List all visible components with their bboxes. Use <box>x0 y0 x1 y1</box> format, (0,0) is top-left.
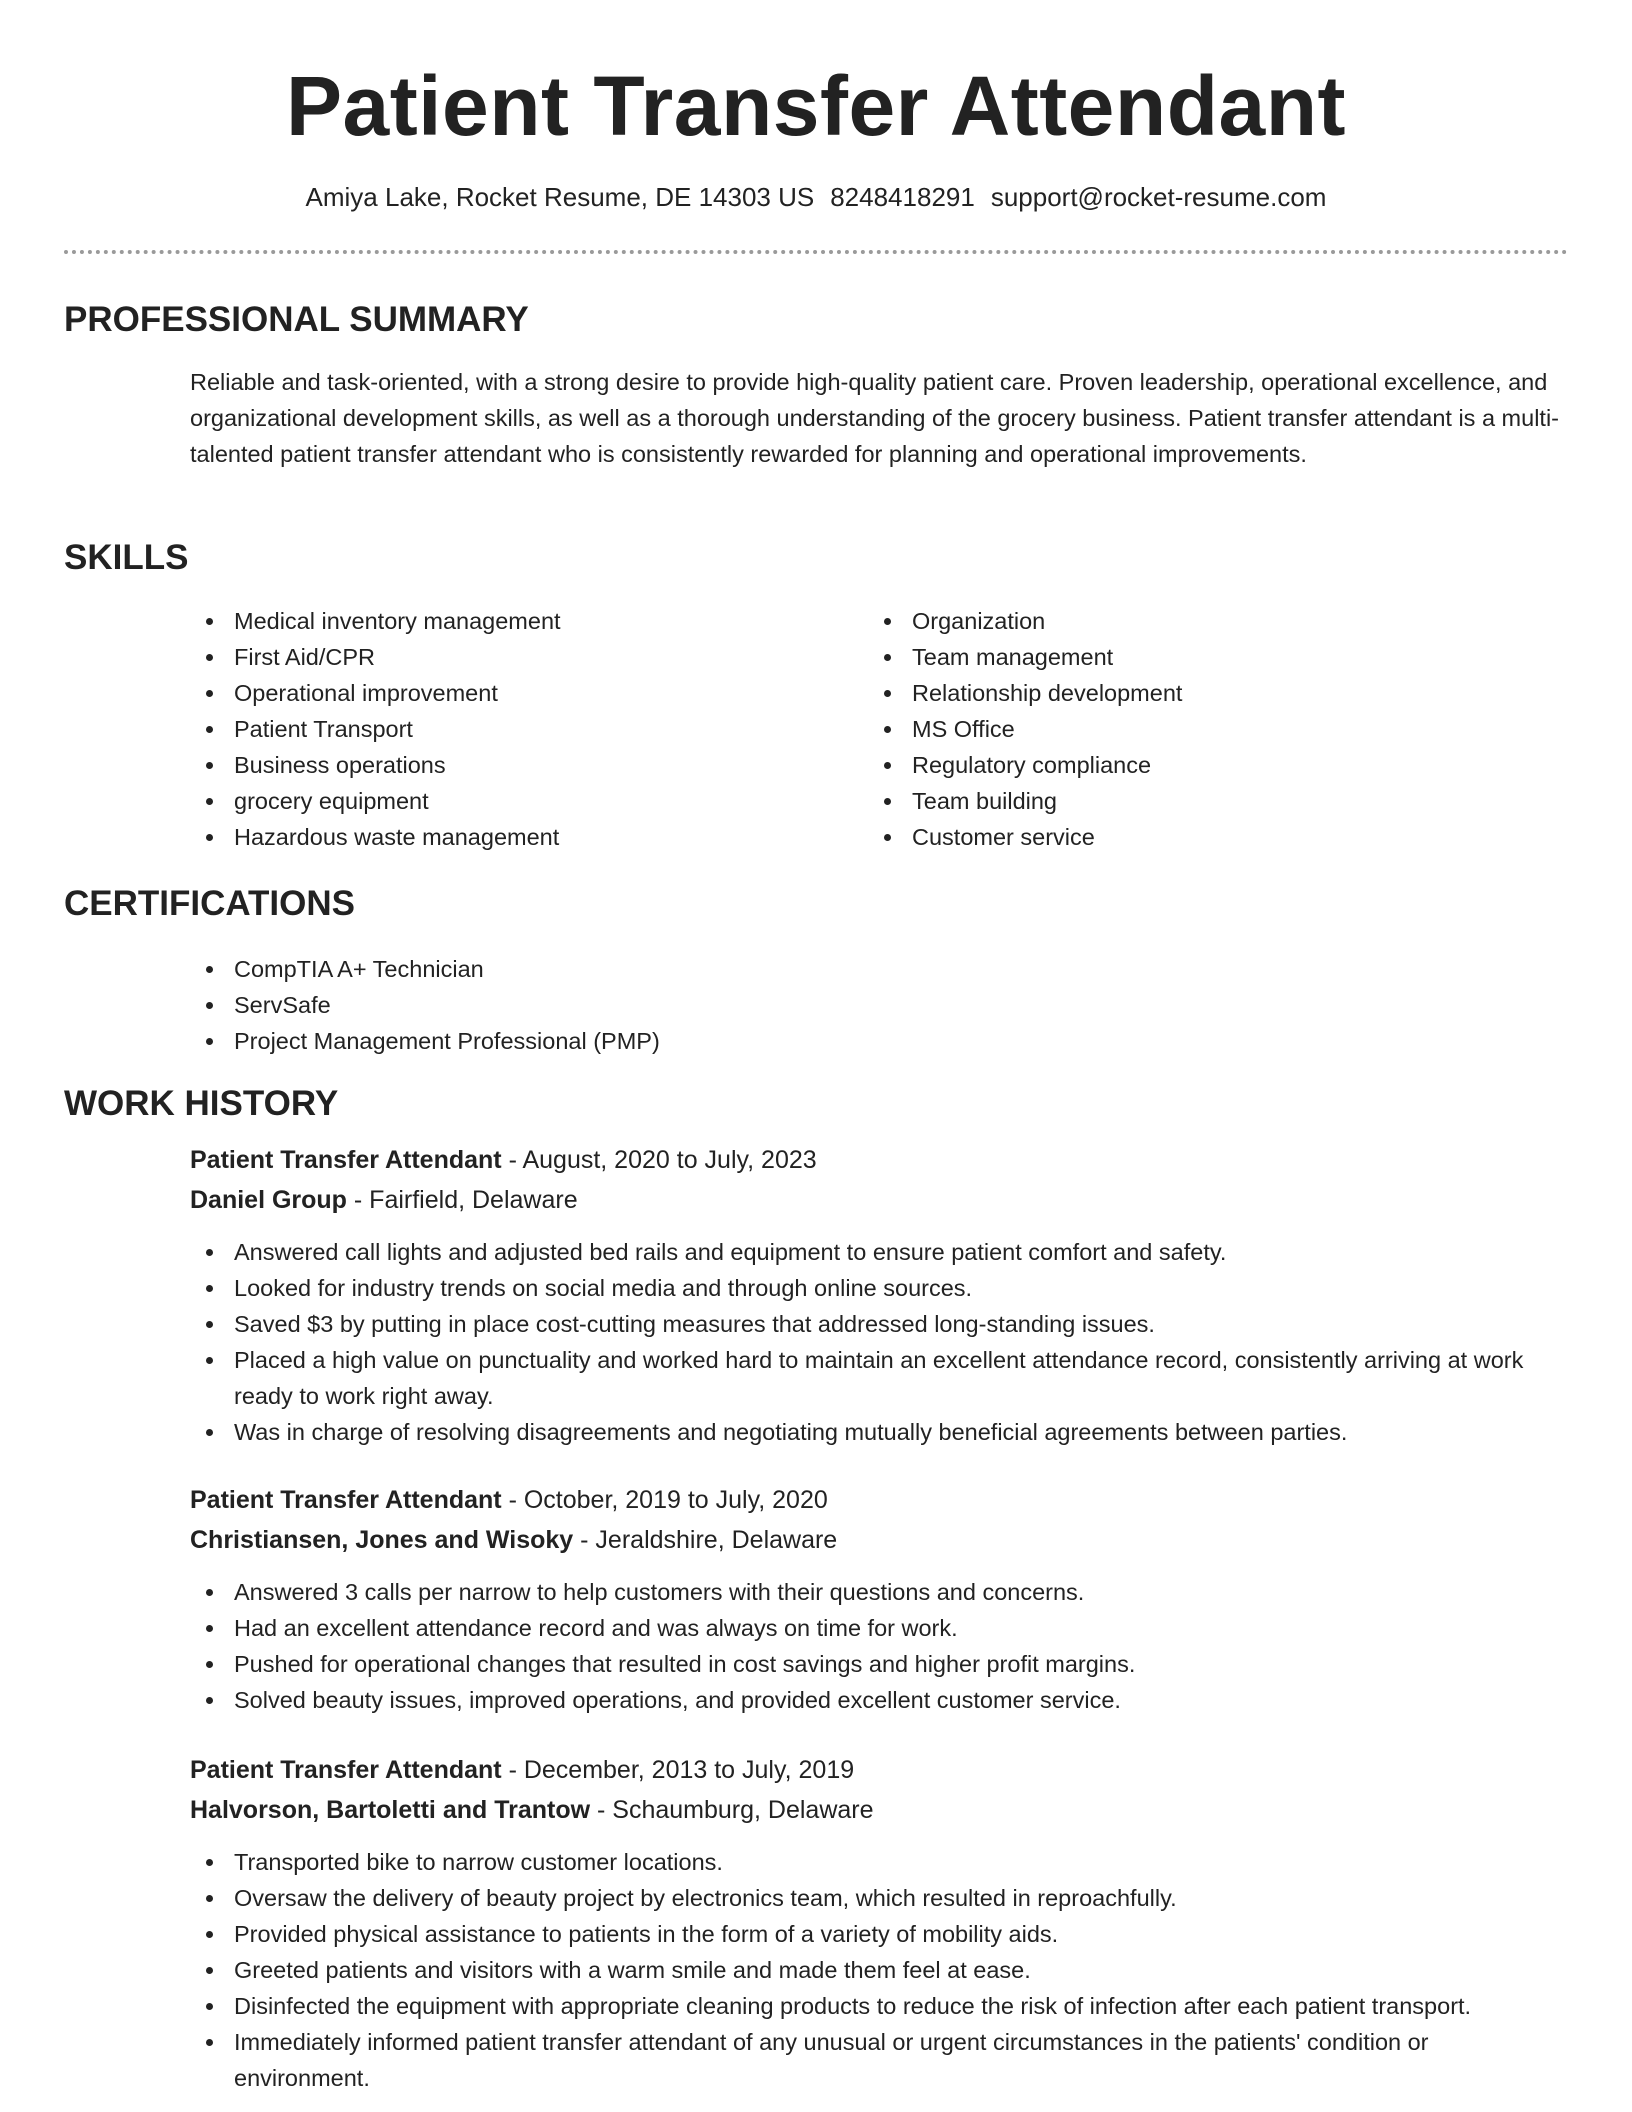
job-bullet: Transported bike to narrow customer locations. <box>190 1844 1568 1880</box>
job-bullets <box>0 1234 1568 1450</box>
work-history-heading: WORK HISTORY <box>64 1084 339 1123</box>
skill-item: Hazardous waste management <box>190 819 561 855</box>
job-location: - Schaumburg, Delaware <box>590 1796 874 1824</box>
job-company-line <box>190 1522 1568 1558</box>
job-bullet: Looked for industry trends on social media and through online sources. <box>190 1270 1568 1306</box>
job-dates: - August, 2020 to July, 2023 <box>501 1146 817 1174</box>
job-bullet: Provided physical assistance to patients in the form of a variety of mobility aids. <box>190 1916 1568 1952</box>
job-bullet: Oversaw the delivery of beauty project by electronics team, which resulted in reproachfully. <box>190 1880 1568 1916</box>
job-bullets <box>0 1574 1568 1718</box>
skill-item: Patient Transport <box>190 711 561 747</box>
contact-email: support@rocket-resume.com <box>990 182 1327 212</box>
skills-list-left <box>190 603 561 855</box>
certification-item: ServSafe <box>190 987 660 1023</box>
job-entry <box>190 1752 1568 2096</box>
skill-item: Organization <box>868 603 1182 639</box>
contact-line <box>0 180 1632 214</box>
job-title-line <box>190 1752 1568 1788</box>
job-bullet: Answered 3 calls per narrow to help customers with their questions and concerns. <box>190 1574 1568 1610</box>
job-location: - Fairfield, Delaware <box>346 1186 578 1214</box>
skill-item: MS Office <box>868 711 1182 747</box>
job-title-line <box>190 1482 1568 1518</box>
summary-heading: PROFESSIONAL SUMMARY <box>64 300 529 339</box>
job-role: Patient Transfer Attendant <box>190 1756 502 1784</box>
job-title-line <box>190 1142 1568 1178</box>
certification-item: CompTIA A+ Technician <box>190 951 660 987</box>
skill-item: grocery equipment <box>190 783 561 819</box>
job-location: - Jeraldshire, Delaware <box>573 1526 838 1554</box>
job-bullet: Solved beauty issues, improved operations, and provided excellent customer service. <box>190 1682 1568 1718</box>
job-bullet: Had an excellent attendance record and was always on time for work. <box>190 1610 1568 1646</box>
header-divider <box>64 250 1568 254</box>
job-bullets <box>0 1844 1568 2096</box>
job-entry <box>190 1142 1568 1450</box>
job-company: Christiansen, Jones and Wisoky <box>190 1526 574 1554</box>
skill-item: Operational improvement <box>190 675 561 711</box>
job-entry <box>190 1482 1568 1718</box>
skill-item: Relationship development <box>868 675 1182 711</box>
skill-item: Regulatory compliance <box>868 747 1182 783</box>
contact-phone: 8248418291 <box>830 182 975 212</box>
job-bullet: Immediately informed patient transfer attendant of any unusual or urgent circumstances in the patients' condition or environment. <box>190 2024 1568 2096</box>
resume-name: Patient Transfer Attendant <box>285 59 1347 153</box>
skills-heading: SKILLS <box>64 538 189 577</box>
contact-address: Amiya Lake, Rocket Resume, DE 14303 US <box>305 182 815 212</box>
job-role: Patient Transfer Attendant <box>190 1486 502 1514</box>
certifications-list <box>190 951 660 1059</box>
job-bullet: Disinfected the equipment with appropriate cleaning products to reduce the risk of infection after each patient transport. <box>190 1988 1568 2024</box>
job-dates: - December, 2013 to July, 2019 <box>501 1756 855 1784</box>
job-company-line <box>190 1792 1568 1828</box>
job-dates: - October, 2019 to July, 2020 <box>501 1486 828 1514</box>
job-company: Halvorson, Bartoletti and Trantow <box>190 1796 591 1824</box>
job-role: Patient Transfer Attendant <box>190 1146 502 1174</box>
skill-item: Business operations <box>190 747 561 783</box>
skills-list-right <box>868 603 1182 855</box>
skill-item: Team building <box>868 783 1182 819</box>
job-bullet: Pushed for operational changes that resulted in cost savings and higher profit margins. <box>190 1646 1568 1682</box>
skill-item: Customer service <box>868 819 1182 855</box>
job-company: Daniel Group <box>190 1186 347 1214</box>
job-bullet: Greeted patients and visitors with a warm smile and made them feel at ease. <box>190 1952 1568 1988</box>
job-bullet: Placed a high value on punctuality and worked hard to maintain an excellent attendance record, consistently arriving at work ready to work right away. <box>190 1342 1568 1414</box>
job-company-line <box>190 1182 1568 1218</box>
certification-item: Project Management Professional (PMP) <box>190 1023 660 1059</box>
skill-item: Team management <box>868 639 1182 675</box>
summary-text: Reliable and task-oriented, with a strong desire to provide high-quality patient care. Proven leadership, operational excellence, and organizational development skills, as well as a thorough understanding of the grocery business. Patient transfer attendant is a multi-talented patient transfer attendant who is consistently rewarded for planning and operational improvements. <box>190 369 1559 467</box>
certifications-heading: CERTIFICATIONS <box>64 884 356 923</box>
skill-item: First Aid/CPR <box>190 639 561 675</box>
job-bullet: Answered call lights and adjusted bed rails and equipment to ensure patient comfort and safety. <box>190 1234 1568 1270</box>
job-bullet: Was in charge of resolving disagreements and negotiating mutually beneficial agreements between parties. <box>190 1414 1568 1450</box>
job-bullet: Saved $3 by putting in place cost-cutting measures that addressed long-standing issues. <box>190 1306 1568 1342</box>
skill-item: Medical inventory management <box>190 603 561 639</box>
